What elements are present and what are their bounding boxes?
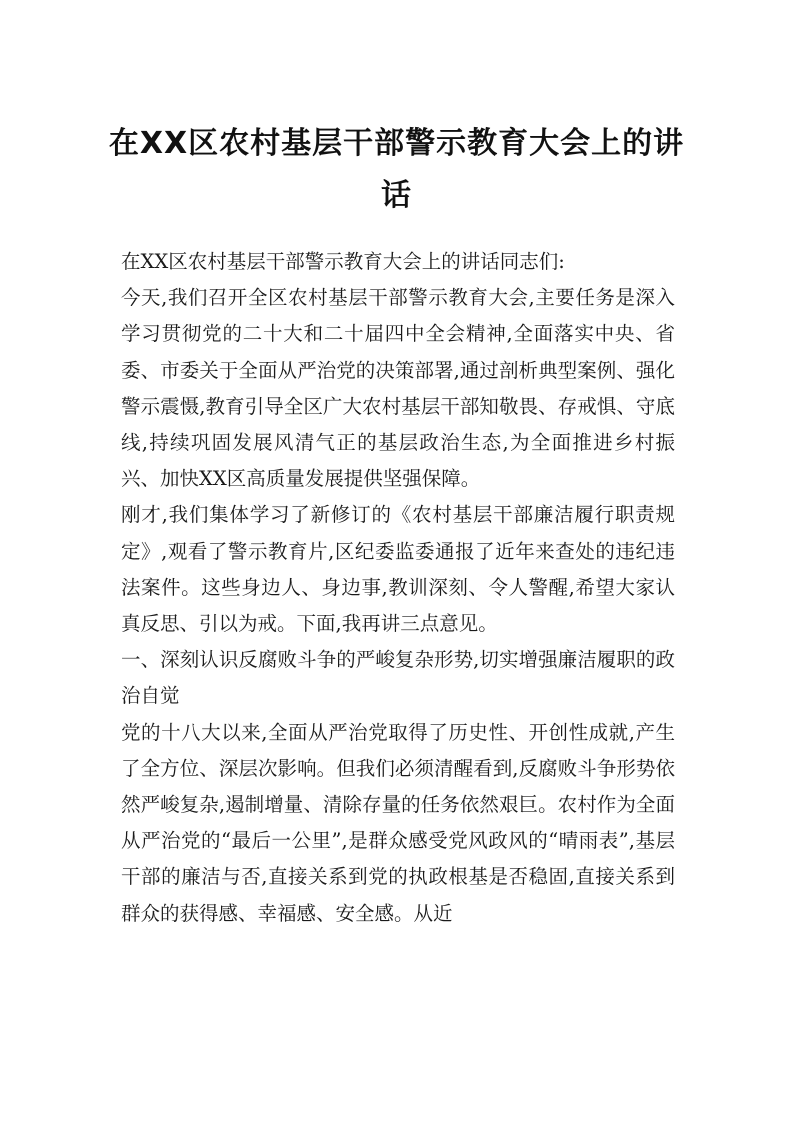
body-paragraph: 党的十八大以来,全面从严治党取得了历史性、开创性成就,产生了全方位、深层次影响。但我们必须清醒看到,反腐败斗争形势依然严峻复杂,遏制增量、清除存量的任务依然艰巨。农村作为全面从严治党的“最后一公里”,是群众感受党风政风的“晴雨表”,基层干部的廉洁与否,直接关系到党的执政根基是否稳固,直接关系到群众的获得感、幸福感、安全感。从近: [121, 720, 675, 925]
body-paragraph: 刚才,我们集体学习了新修订的《农村基层干部廉洁履行职责规定》,观看了警示教育片,区纪委监委通报了近年来查处的违纪违法案件。这些身边人、身边事,教训深刻、令人警醒,希望大家认真反思、引以为戒。下面,我再讲三点意见。: [121, 503, 675, 636]
body-paragraph: 今天,我们召开全区农村基层干部警示教育大会,主要任务是深入学习贯彻党的二十大和二十届四中全会精神,全面落实中央、省委、市委关于全面从严治党的决策部署,通过剖析典型案例、强化警示震慑,教育引导全区广大农村基层干部知敬畏、存戒惧、守底线,持续巩固发展风清气正的基层政治生态,为全面推进乡村振兴、加快XX区高质量发展提供坚强保障。: [121, 286, 675, 491]
greeting-paragraph: 在XX区农村基层干部警示教育大会上的讲话同志们:: [121, 250, 565, 273]
section-heading: 一、深刻认识反腐败斗争的严峻复杂形势,切实增强廉洁履职的政治自觉: [121, 648, 675, 708]
document-body: [121, 244, 675, 932]
page-title: 在XX区农村基层干部警示教育大会上的讲话: [108, 126, 685, 213]
